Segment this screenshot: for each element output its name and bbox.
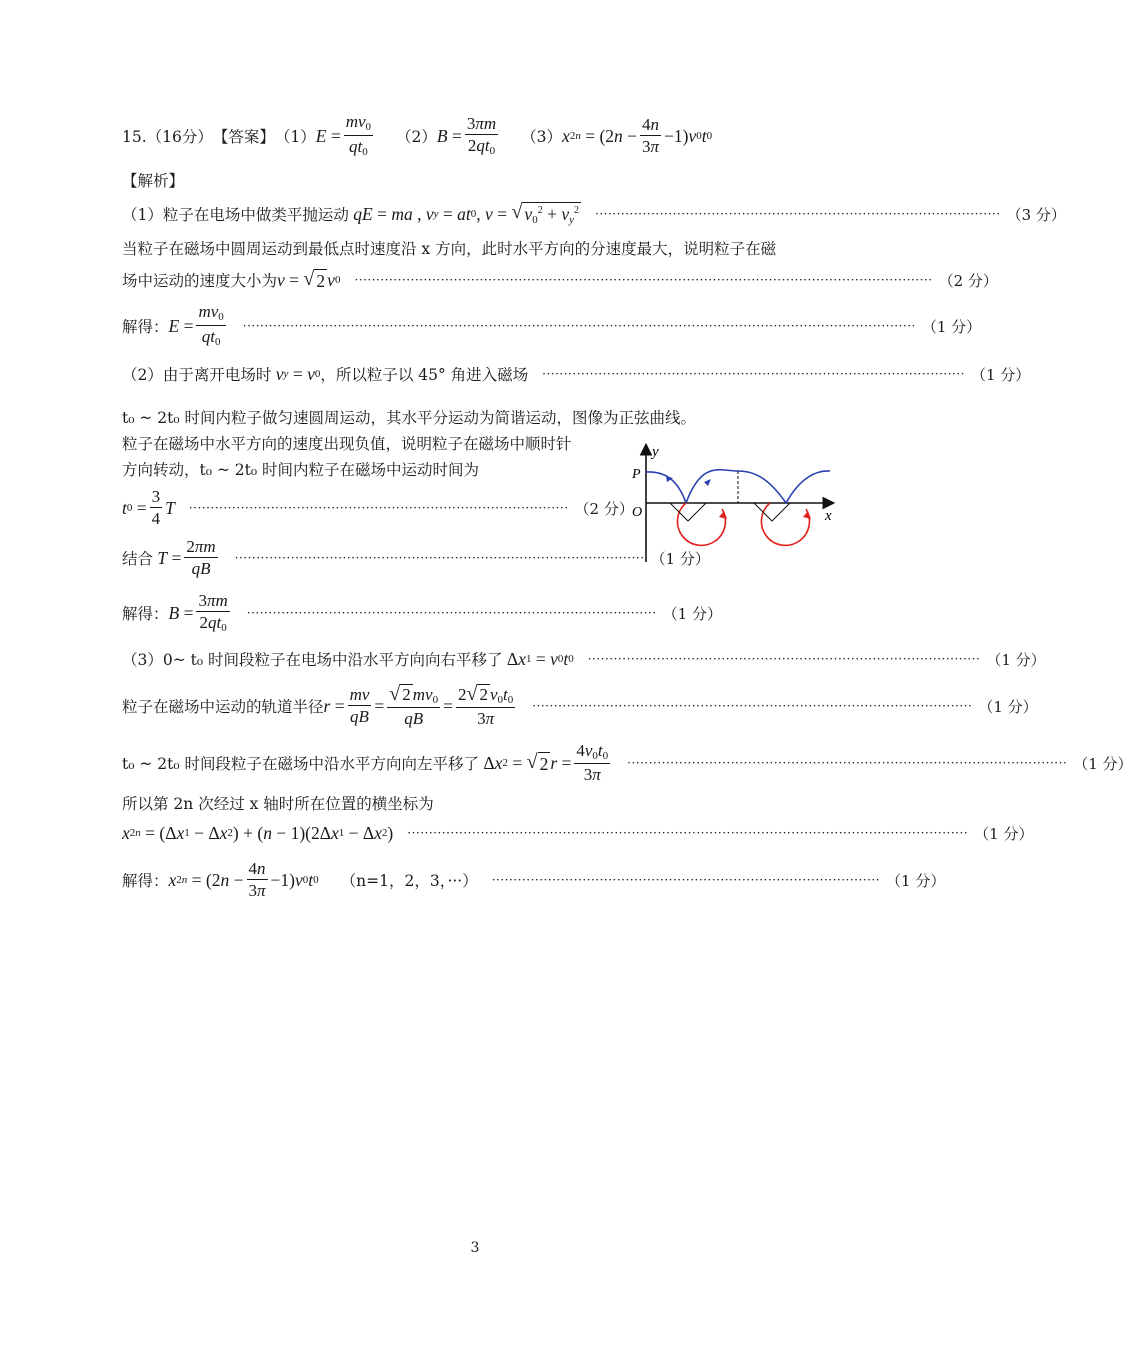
part3-line2 [122, 682, 1038, 729]
trajectory-diagram [620, 440, 845, 565]
leader-dots: ·································································································································· [407, 826, 969, 840]
part2-line5 [122, 487, 634, 528]
radius-lines-2 [754, 503, 790, 521]
score: （1 分） [650, 549, 710, 568]
score: （2 分） [574, 499, 634, 518]
leader-dots: ······························································································· [246, 606, 657, 620]
x2n-result-formula: x 2n = (2 n − $\frac{4n}{3\pi}$ −1) v 0 t 0 [168, 859, 319, 900]
leader-dots: ······························································································· [234, 551, 645, 565]
part1-text: 粒子在电场中做类平抛运动 [162, 206, 349, 224]
blue-arrowhead-2 [704, 479, 711, 486]
part2-line6 [122, 537, 710, 578]
point-p-label: P [632, 467, 641, 482]
part3-sub-label: （3） [122, 651, 163, 669]
radius-formula: r = $\frac{mv}{qB}$ = √ 2 $mv_0$ qB = 2 √ 2 $v_0t_0$ 3π [323, 682, 514, 729]
part2-text2: t₀ ~ 2t₀ 时间内粒子做匀速圆周运动，其水平分运动为简谐运动，图像为正弦曲线。 [122, 409, 697, 427]
part3-line1 [122, 639, 1046, 679]
part2-text4: 方向转动，t₀ ~ 2t₀ 时间内粒子在磁场中运动时间为 [122, 461, 480, 479]
red-circle-2 [761, 503, 809, 545]
part2-line1 [122, 354, 1031, 394]
part2-label: （2） [396, 128, 437, 146]
B-formula: B = $\frac{3\pi m}{2qt_0}$ [168, 590, 228, 634]
part2-text-b: ，所以粒子以 45° 角进入磁场 [320, 366, 529, 384]
combine-label: 结合 [122, 550, 154, 568]
part1-line4 [122, 302, 982, 348]
solve-label: 解得： [122, 605, 169, 623]
leader-dots: ······························································································ [595, 207, 1001, 221]
part1-text2: 当粒子在磁场中圆周运动到最低点时速度沿 x 方向，此时水平方向的分速度最大，说明粒子在磁 [122, 240, 777, 258]
leader-dots: ·································································································· [542, 367, 965, 381]
leader-dots: ··························································································· [587, 652, 981, 666]
answer3-formula: x 2n = (2 n − $\frac{4n}{3\pi}$ −1) v 0 t 0 [562, 115, 713, 156]
part2-text-a: 由于离开电场时 [162, 366, 272, 384]
part3-line5 [122, 813, 1034, 853]
part3-text-b: t₀ ~ 2t₀ 时间段粒子在磁场中沿水平方向向左平移了 [122, 755, 480, 773]
electric-field-path [646, 472, 686, 503]
n-note: （n=1，2，3，···） [340, 872, 478, 890]
part2-sub-label: （2） [122, 366, 163, 384]
part1-label: （1） [274, 128, 316, 146]
part3-text-c: 所以第 2n 次经过 x 轴时所在位置的横坐标为 [122, 795, 434, 813]
t0-formula: t 0 = $\frac{3}{4}$ T [122, 487, 175, 528]
score: （2 分） [938, 271, 998, 290]
blue-sine-path-2 [786, 471, 830, 503]
blue-arrowhead-1 [666, 476, 673, 482]
x2n-sum-formula: x 2n = (Δ x 1 − Δ x 2 ) + ( n − 1)(2Δ x 1 − Δ x 2 ) [122, 822, 394, 843]
leader-dots: ······································································································ [627, 756, 1068, 770]
score: （1 分） [1073, 754, 1133, 773]
red-arrowhead-2 [803, 511, 811, 519]
x-axis-label: x [825, 508, 832, 524]
solve-label: 解得： [122, 872, 169, 890]
question-number: 15.（16分） [122, 128, 213, 146]
solve-label: 解得： [122, 318, 169, 336]
score: （1 分） [662, 604, 722, 623]
origin-label: O [632, 505, 643, 520]
speed-formula: v = √ 2 v 0 [277, 267, 341, 291]
part3-line3 [122, 740, 1133, 785]
page-number: 3 [470, 1240, 480, 1256]
part3-text-r: 粒子在磁场中运动的轨道半径 [122, 698, 324, 716]
part2-text3: 粒子在磁场中水平方向的速度出现负值，说明粒子在磁场中顺时针 [122, 435, 572, 453]
part1-text3: 场中运动的速度大小为 [122, 272, 278, 290]
dx2-formula: Δ x 2 = √ 2 r = $\frac{4v_0t_0}{3\pi}$ [479, 740, 609, 785]
E-formula: E = $\frac{mv_0}{qt_0}$ [168, 302, 224, 348]
part3-text-a: 0~ t₀ 时间段粒子在电场中沿水平方向向右平移了 [162, 651, 503, 669]
part3-line6 [122, 859, 946, 900]
leader-dots: ························································································ [188, 501, 569, 515]
score: （1 分） [986, 650, 1046, 669]
score: （1 分） [921, 317, 982, 336]
red-arrowhead-1 [719, 511, 727, 519]
answer-header [122, 112, 822, 158]
part2-line4 [122, 449, 592, 489]
score: （3 分） [1006, 205, 1066, 224]
leader-dots: ···························································································································································· [242, 319, 916, 333]
blue-sine-path-1 [686, 470, 786, 503]
score: （1 分） [978, 697, 1038, 716]
part3-label: （3） [521, 128, 563, 146]
answer1-formula: E = $\frac{mv_0}{qt_0}$ [315, 112, 372, 158]
part1-formula: qE = ma , v y = at 0 , v = √ $v_0^2 + v_y^2$ [353, 201, 579, 226]
leader-dots: ······································································································ [532, 699, 973, 713]
T-formula: T = $\frac{2\pi m}{qB}$ [157, 537, 216, 578]
vy-formula: v y = v 0 [275, 363, 321, 384]
y-axis-label: y [652, 444, 659, 460]
score: （1 分） [971, 365, 1031, 384]
analysis-label: 【解析】 [122, 172, 185, 190]
score: （1 分） [974, 824, 1034, 843]
part2-line7 [122, 590, 722, 634]
radius-lines-1 [670, 503, 706, 521]
part1-sub-label: （1） [122, 206, 163, 224]
answer2-formula: B = $\frac{3\pi m}{2qt_0}$ [436, 113, 497, 157]
leader-dots: ······································································································································ [354, 273, 933, 287]
red-circle-1 [677, 503, 725, 545]
answer-tag: 【答案】 [212, 128, 275, 146]
part1-line3 [122, 260, 998, 300]
score: （1 分） [886, 871, 946, 890]
dx1-formula: Δ x 1 = v 0 t 0 [502, 648, 574, 669]
leader-dots: ·························································································· [491, 873, 881, 887]
